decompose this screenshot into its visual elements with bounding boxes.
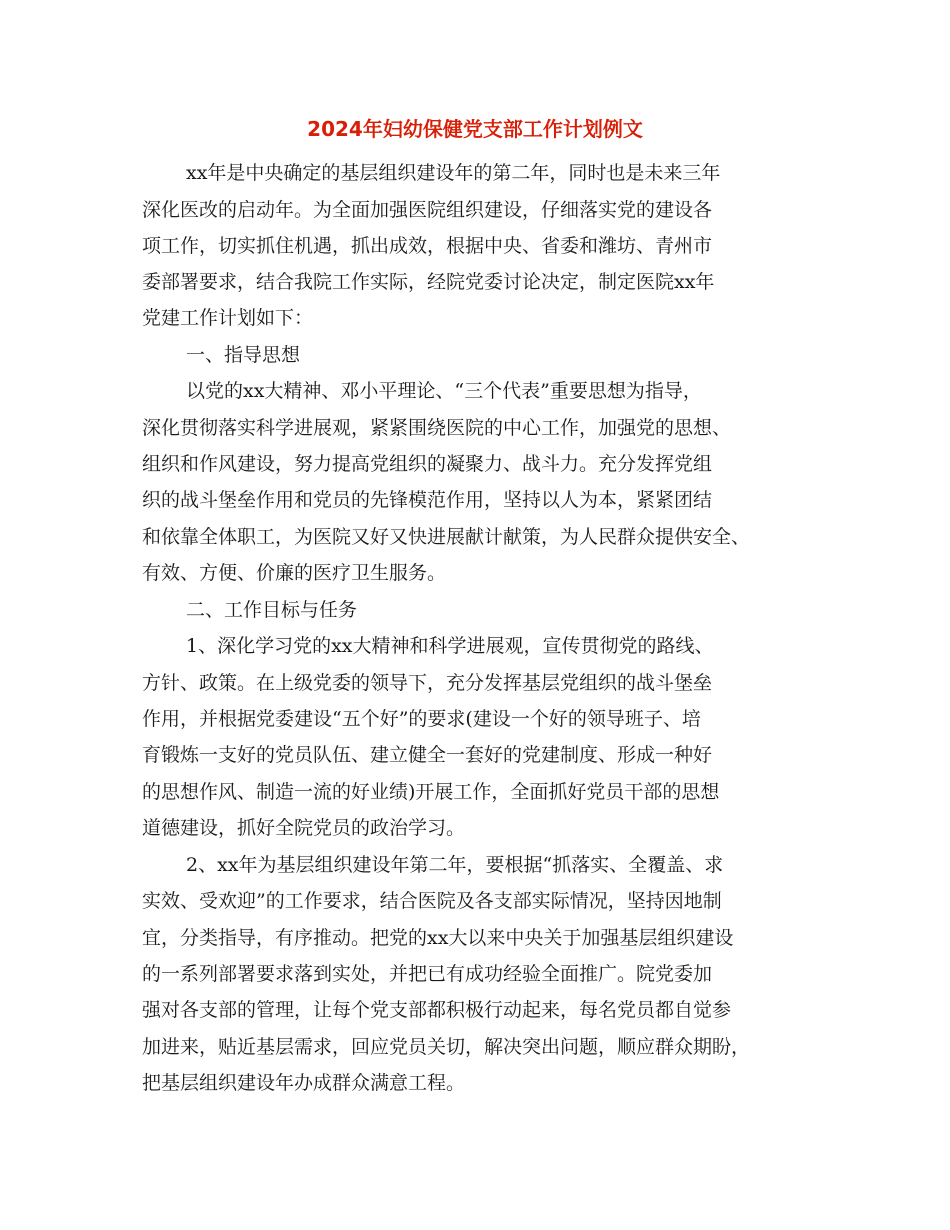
- paragraph-line: 的思想作风、制造一流的好业绩)开展工作，全面抓好党员干部的思想: [142, 781, 720, 803]
- paragraph-line: 宜，分类指导，有序推动。把党的xx大以来中央关于加强基层组织建设: [142, 927, 734, 949]
- paragraph-line: 方针、政策。在上级党委的领导下，充分发挥基层党组织的战斗堡垒: [142, 672, 713, 694]
- paragraph-line: 强对各支部的管理，让每个党支部都积极行动起来，每名党员都自觉参: [142, 999, 732, 1021]
- paragraph-line: 加进来，贴近基层需求，回应党员关切，解决突出问题，顺应群众期盼，: [142, 1036, 751, 1058]
- document-title: 2024年妇幼保健党支部工作计划例文: [307, 117, 643, 141]
- paragraph-line: 和依靠全体职工，为医院又好又快进展献计献策，为人民群众提供安全、: [142, 526, 751, 548]
- paragraph-line: 有效、方便、价廉的医疗卫生服务。: [142, 562, 447, 584]
- paragraph-line: 的一系列部署要求落到实处，并把已有成功经验全面推广。院党委加: [142, 963, 713, 985]
- paragraph-line: xx年是中央确定的基层组织建设年的第二年，同时也是未来三年: [186, 162, 721, 184]
- paragraph-line: 1、深化学习党的xx大精神和科学进展观，宣传贯彻党的路线、: [186, 635, 714, 657]
- section-heading: 二、工作目标与任务: [186, 599, 358, 621]
- paragraph-line: 织的战斗堡垒作用和党员的先锋模范作用，坚持以人为本，紧紧团结: [142, 489, 713, 511]
- paragraph-line: 项工作，切实抓住机遇，抓出成效，根据中央、省委和潍坊、青州市: [142, 235, 713, 257]
- paragraph-line: 以党的xx大精神、邓小平理论、“三个代表”重要思想为指导，: [186, 380, 702, 402]
- paragraph-line: 作用，并根据党委建设“五个好”的要求(建设一个好的领导班子、培: [142, 708, 701, 730]
- paragraph-line: 实效、受欢迎”的工作要求，结合医院及各支部实际情况，坚持因地制: [142, 890, 722, 912]
- paragraph-line: 党建工作计划如下：: [142, 307, 314, 329]
- paragraph-line: 组织和作风建设，努力提高党组织的凝聚力、战斗力。充分发挥党组: [142, 453, 713, 475]
- paragraph-line: 把基层组织建设年办成群众满意工程。: [142, 1072, 466, 1094]
- paragraph-line: 育锻炼一支好的党员队伍、建立健全一套好的党建制度、形成一种好: [142, 744, 713, 766]
- paragraph-line: 道德建设，抓好全院党员的政治学习。: [142, 817, 466, 839]
- paragraph-line: 2、xx年为基层组织建设年第二年，要根据“抓落实、全覆盖、求: [186, 854, 724, 876]
- paragraph-line: 委部署要求，结合我院工作实际，经院党委讨论决定，制定医院xx年: [142, 271, 715, 293]
- paragraph-line: 深化贯彻落实科学进展观，紧紧围绕医院的中心工作，加强党的思想、: [142, 417, 732, 439]
- paragraph-line: 深化医改的启动年。为全面加强医院组织建设，仔细落实党的建设各: [142, 199, 713, 221]
- section-heading: 一、指导思想: [186, 344, 301, 366]
